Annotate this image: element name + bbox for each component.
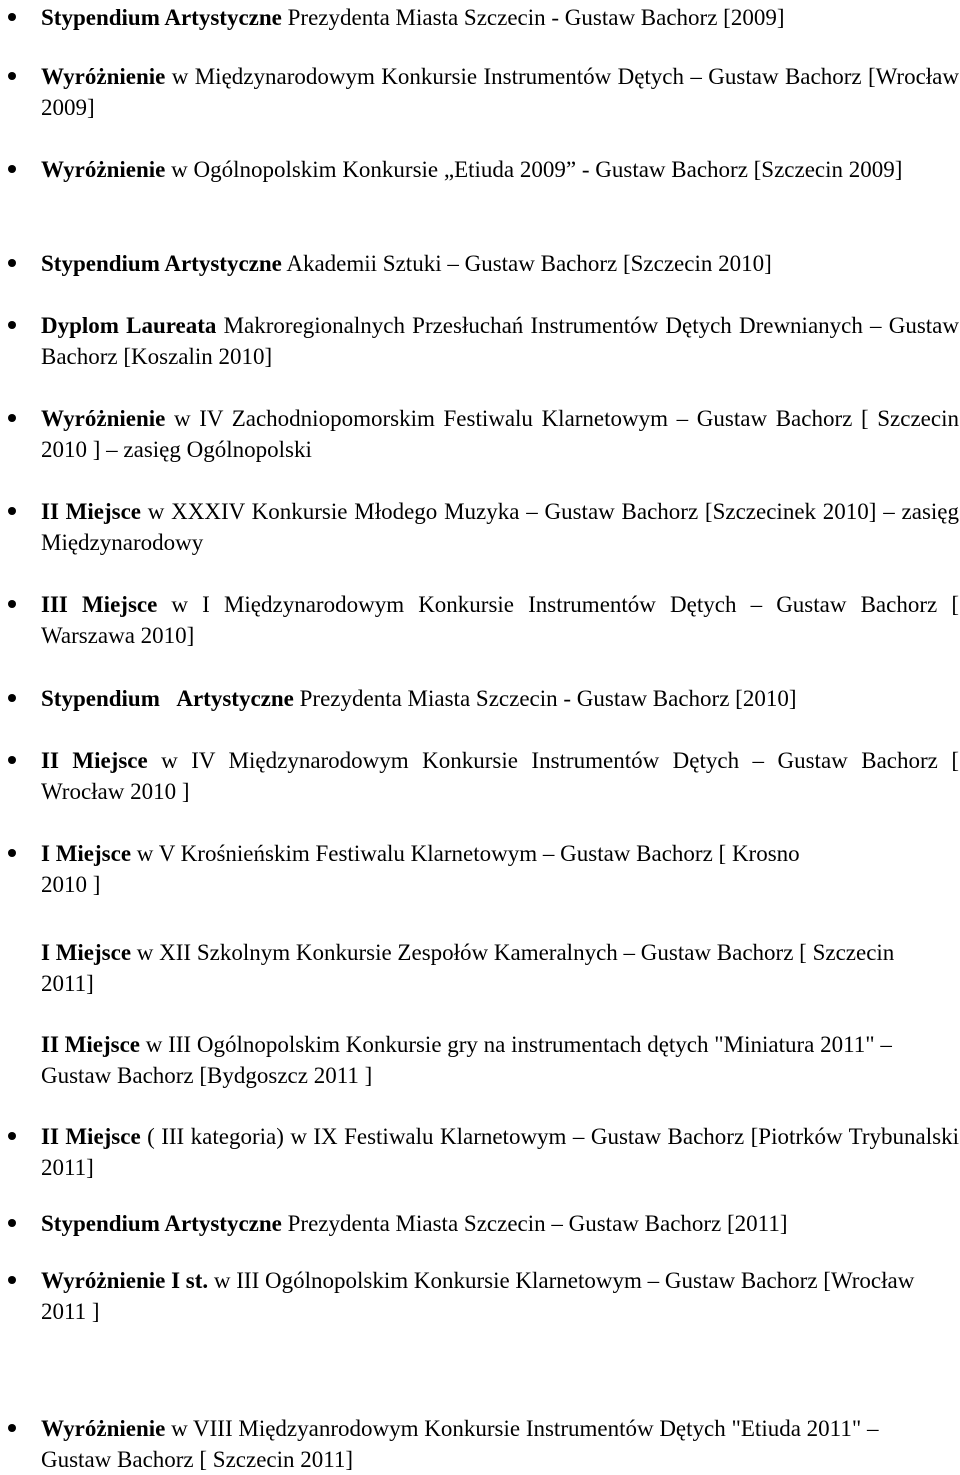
bullet-icon <box>8 165 16 173</box>
award-title: I Miejsce <box>41 940 132 965</box>
award-title: Dyplom Laureata <box>41 313 217 338</box>
award-title: Stypendium Artystyczne <box>41 1211 282 1236</box>
award-description: w V Krośnieńskim Festiwalu Klarnetowym – Gustaw Bachorz [ Krosno 2010 ] <box>41 841 800 897</box>
bullet-icon <box>8 694 16 702</box>
award-description: w I Międzynarodowym Konkursie Instrumentów Dętych – Gustaw Bachorz [ Warszawa 2010] <box>41 592 959 648</box>
award-title: Wyróżnienie <box>41 406 166 431</box>
award-item <box>41 683 959 714</box>
award-item <box>41 1413 941 1475</box>
award-item <box>41 2 959 33</box>
bullet-icon <box>8 259 16 267</box>
award-title: II Miejsce <box>41 499 142 524</box>
bullet-icon <box>8 414 16 422</box>
award-description: Prezydenta Miasta Szczecin - Gustaw Bachorz [2009] <box>281 5 785 30</box>
bullet-icon <box>8 756 16 764</box>
bullet-icon <box>8 321 16 329</box>
award-description: Makroregionalnych Przesłuchań Instrumentów Dętych Drewnianych – Gustaw Bachorz [Koszalin 2010] <box>41 313 959 369</box>
award-title: Stypendium Artystyczne <box>41 5 282 30</box>
award-item <box>41 496 959 558</box>
award-item <box>41 310 959 372</box>
award-title: I Miejsce <box>41 841 132 866</box>
bullet-icon <box>8 1424 16 1432</box>
bullet-icon <box>8 849 16 857</box>
bullet-icon <box>8 507 16 515</box>
award-description: Prezydenta Miasta Szczecin – Gustaw Bachorz [2011] <box>281 1211 788 1236</box>
award-item <box>41 403 959 465</box>
award-title: Wyróżnienie <box>41 64 166 89</box>
award-title: Stypendium Artystyczne <box>41 686 294 711</box>
award-title: II Miejsce <box>41 1124 141 1149</box>
award-description: w III Ogólnopolskim Konkursie gry na instrumentach dętych "Miniatura 2011" – Gustaw Bachorz [Bydgoszcz 2011 ] <box>41 1032 892 1088</box>
award-description: w XII Szkolnym Konkursie Zespołów Kameralnych – Gustaw Bachorz [ Szczecin 2011] <box>41 940 895 996</box>
award-title: II Miejsce <box>41 1032 140 1057</box>
award-item <box>41 745 959 807</box>
award-item <box>41 154 959 185</box>
bullet-icon <box>8 600 16 608</box>
award-description: w VIII Międzyanrodowym Konkursie Instrumentów Dętych "Etiuda 2011" – Gustaw Bachorz [ Szczecin 2011] <box>41 1416 879 1472</box>
award-item <box>41 248 959 279</box>
award-item <box>41 1265 941 1327</box>
award-title: Wyróżnienie <box>41 157 166 182</box>
award-description: w III Ogólnopolskim Konkursie Klarnetowym – Gustaw Bachorz [Wrocław 2011 ] <box>41 1268 915 1324</box>
award-item <box>41 1029 941 1091</box>
award-description: w IV Międzynarodowym Konkursie Instrumentów Dętych – Gustaw Bachorz [ Wrocław 2010 ] <box>41 748 959 804</box>
bullet-icon <box>8 1132 16 1140</box>
award-description: w Międzynarodowym Konkursie Instrumentów Dętych – Gustaw Bachorz [Wrocław 2009] <box>41 64 959 120</box>
award-description: ( III kategoria) w IX Festiwalu Klarnetowym – Gustaw Bachorz [Piotrków Trybunalski 2011] <box>41 1124 959 1180</box>
award-description: Akademii Sztuki – Gustaw Bachorz [Szczecin 2010] <box>281 251 772 276</box>
award-title: III Miejsce <box>41 592 158 617</box>
bullet-icon <box>8 1219 16 1227</box>
award-item <box>41 61 959 123</box>
award-description: w IV Zachodniopomorskim Festiwalu Klarnetowym – Gustaw Bachorz [ Szczecin 2010 ] – zasięg Ogólnopolski <box>41 406 959 462</box>
award-item <box>41 589 959 651</box>
award-description: w XXXIV Konkursie Młodego Muzyka – Gustaw Bachorz [Szczecinek 2010] – zasięg Międzynarodowy <box>41 499 959 555</box>
award-title: II Miejsce <box>41 748 148 773</box>
award-description: w Ogólnopolskim Konkursie „Etiuda 2009” - Gustaw Bachorz [Szczecin 2009] <box>165 157 903 182</box>
award-item <box>41 937 941 999</box>
award-title: Wyróżnienie <box>41 1416 166 1441</box>
award-title: Stypendium Artystyczne <box>41 251 282 276</box>
award-item <box>41 1208 959 1239</box>
award-title: Wyróżnienie I st. <box>41 1268 209 1293</box>
bullet-icon <box>8 72 16 80</box>
award-description: Prezydenta Miasta Szczecin - Gustaw Bachorz [2010] <box>293 686 797 711</box>
award-item <box>41 1121 959 1183</box>
award-item <box>41 838 841 900</box>
bullet-icon <box>8 1276 16 1284</box>
bullet-icon <box>8 13 16 21</box>
